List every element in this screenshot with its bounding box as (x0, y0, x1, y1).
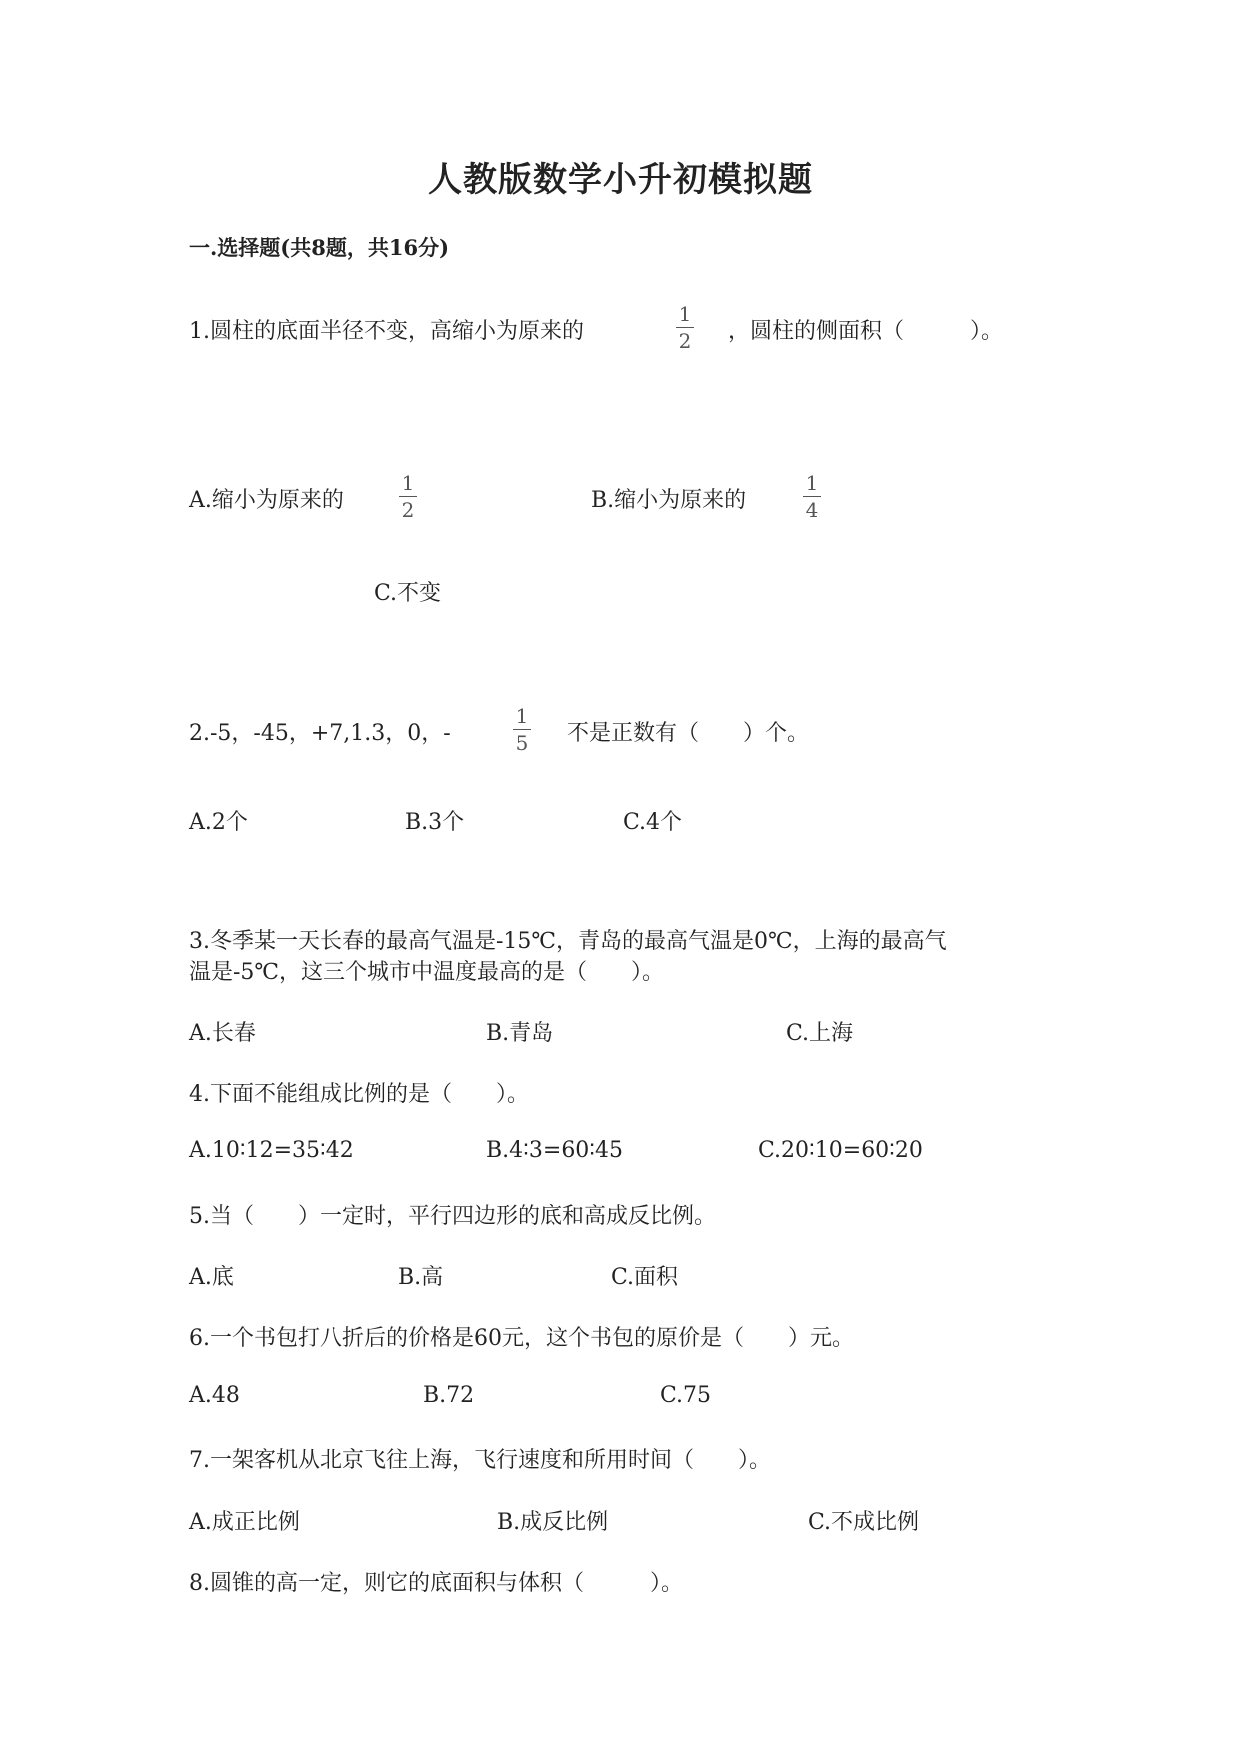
option-c[interactable]: C.75 (660, 1383, 712, 1408)
option-c[interactable]: C.不变 (374, 581, 442, 606)
question-3-line-1: 3.冬季某一天长春的最高气温是-15℃，青岛的最高气温是0℃，上海的最高气 (189, 929, 947, 954)
question-1-fraction (673, 303, 697, 352)
option-a[interactable]: A.缩小为原来的 (189, 488, 344, 513)
fraction-numerator: 1 (678, 302, 692, 326)
question-8-text: 8.圆锥的高一定，则它的底面积与体积（ ）。 (189, 1571, 683, 1596)
option-b[interactable]: B.4∶3=60∶45 (486, 1138, 624, 1163)
question-3-line-2: 温是-5℃，这三个城市中温度最高的是（ ）。 (189, 960, 665, 985)
question-1-text-before: 1.圆柱的底面半径不变，高缩小为原来的 (189, 319, 584, 344)
fraction-denominator: 5 (515, 731, 529, 755)
question-2-text-before: 2.-5，-45，+7,1.3，0，- (189, 721, 451, 746)
fraction-numerator: 1 (401, 471, 415, 495)
fraction-denominator: 4 (805, 498, 819, 522)
question-5-text: 5.当（ ）一定时，平行四边形的底和高成反比例。 (189, 1204, 716, 1229)
option-b[interactable]: B.72 (423, 1383, 475, 1408)
option-b[interactable]: B.3个 (405, 810, 465, 835)
option-a[interactable]: A.48 (189, 1383, 240, 1408)
option-c[interactable]: C.上海 (786, 1021, 854, 1046)
option-b[interactable]: B.缩小为原来的 (591, 488, 747, 513)
fraction-numerator: 1 (805, 471, 819, 495)
question-1-text-after: ，圆柱的侧面积（ ）。 (728, 319, 1004, 344)
option-a[interactable]: A.10∶12=35∶42 (189, 1138, 354, 1163)
option-c[interactable]: C.20∶10=60∶20 (758, 1138, 923, 1163)
option-c[interactable]: C.面积 (611, 1265, 679, 1290)
option-a[interactable]: A.2个 (189, 810, 248, 835)
option-c[interactable]: C.4个 (623, 810, 683, 835)
question-6-text: 6.一个书包打八折后的价格是60元，这个书包的原价是（ ）元。 (189, 1326, 854, 1351)
question-7-text: 7.一架客机从北京飞往上海，飞行速度和所用时间（ ）。 (189, 1448, 771, 1473)
fraction-denominator: 2 (401, 498, 415, 522)
option-a[interactable]: A.长春 (189, 1021, 256, 1046)
option-b[interactable]: B.青岛 (486, 1021, 554, 1046)
question-2-text-after: 不是正数有（ ）个。 (567, 721, 810, 746)
question-4-text: 4.下面不能组成比例的是（ ）。 (189, 1082, 529, 1107)
fraction-denominator: 2 (678, 329, 692, 353)
option-b[interactable]: B.成反比例 (497, 1510, 609, 1535)
option-a-fraction (396, 472, 420, 521)
option-a[interactable]: A.底 (189, 1265, 234, 1290)
fraction-numerator: 1 (515, 704, 529, 728)
option-c[interactable]: C.不成比例 (808, 1510, 920, 1535)
section-heading: 一.选择题(共8题，共16分) (189, 235, 450, 260)
option-a[interactable]: A.成正比例 (189, 1510, 300, 1535)
question-2-fraction (510, 705, 534, 754)
option-b-fraction (800, 472, 824, 521)
option-b[interactable]: B.高 (398, 1265, 444, 1290)
page-title: 人教版数学小升初模拟题 (428, 160, 813, 200)
